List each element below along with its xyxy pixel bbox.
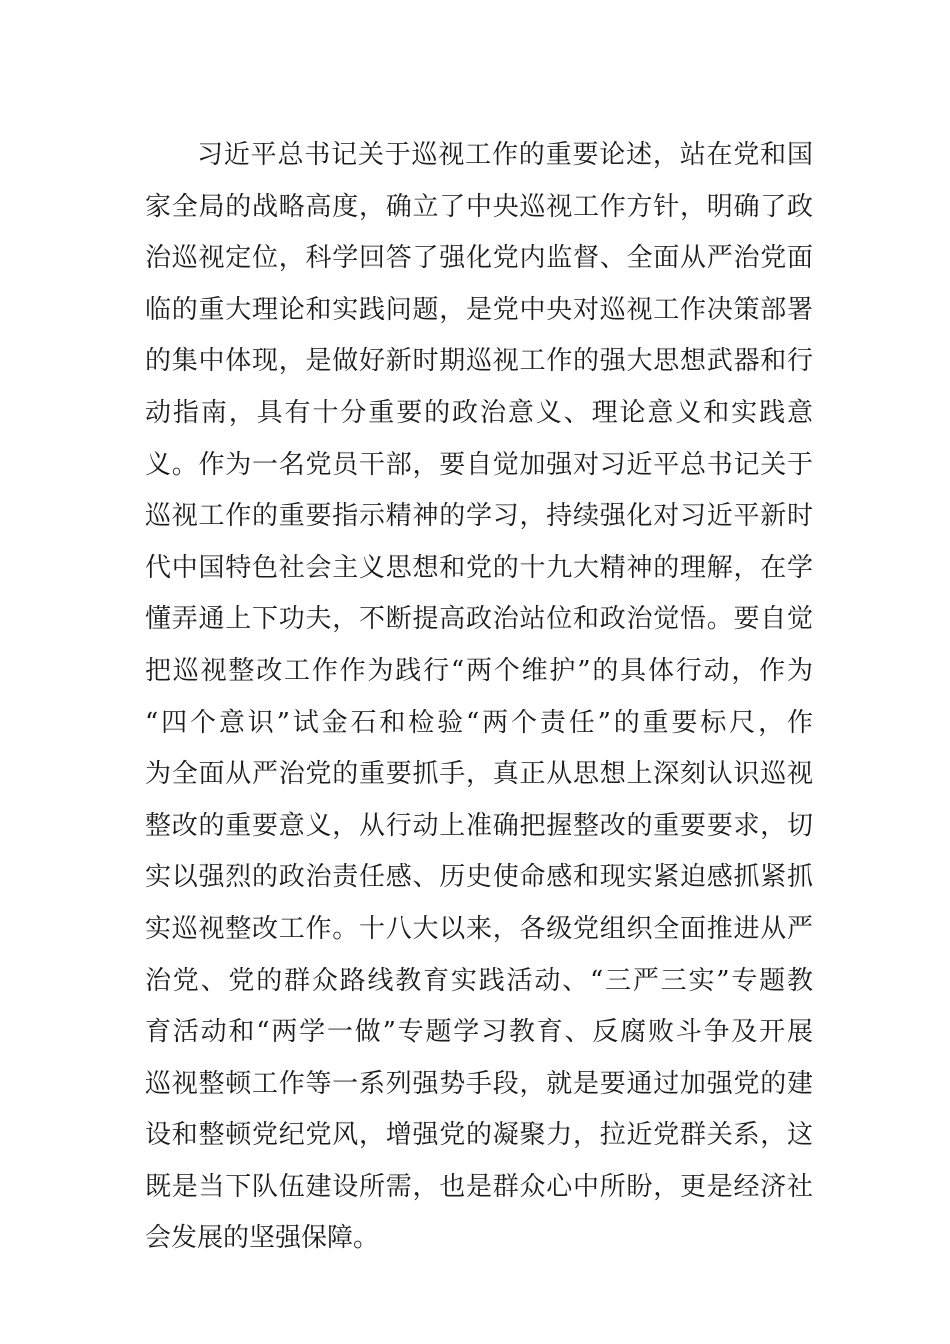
paragraph-line: 义。作为一名党员干部，要自觉加强对习近平总书记关于 [145, 449, 813, 480]
body-paragraph [145, 130, 813, 1265]
paragraph-line: 会发展的坚强保障。 [145, 1223, 380, 1254]
paragraph-line: 懂弄通上下功夫，不断提高政治站位和政治觉悟。要自觉 [145, 604, 813, 635]
paragraph-line: 整改的重要意义，从行动上准确把握整改的重要要求，切 [145, 810, 813, 841]
paragraph-line: 治党、党的群众路线教育实践活动、“三严三实”专题教 [145, 965, 813, 996]
paragraph-line: 为全面从严治党的重要抓手，真正从思想上深刻认识巡视 [145, 759, 813, 790]
paragraph-line: 实巡视整改工作。十八大以来，各级党组织全面推进从严 [145, 913, 813, 944]
paragraph-line: 的集中体现，是做好新时期巡视工作的强大思想武器和行 [145, 346, 813, 377]
paragraph-line: 巡视整顿工作等一系列强势手段，就是要通过加强党的建 [145, 1068, 813, 1099]
paragraph-line: 巡视工作的重要指示精神的学习，持续强化对习近平新时 [145, 501, 813, 532]
paragraph-line: 临的重大理论和实践问题，是党中央对巡视工作决策部署 [145, 294, 813, 325]
paragraph-line: “四个意识”试金石和检验“两个责任”的重要标尺，作 [145, 707, 813, 738]
paragraph-line: 代中国特色社会主义思想和党的十九大精神的理解，在学 [145, 552, 813, 583]
paragraph-line: 实以强烈的政治责任感、历史使命感和现实紧迫感抓紧抓 [145, 862, 813, 893]
paragraph-line: 设和整顿党纪党风，增强党的凝聚力，拉近党群关系，这 [145, 1120, 813, 1151]
paragraph-line: 习近平总书记关于巡视工作的重要论述，站在党和国 [197, 140, 813, 170]
paragraph-line: 既是当下队伍建设所需，也是群众心中所盼，更是经济社 [145, 1171, 813, 1202]
paragraph-line: 把巡视整改工作作为践行“两个维护”的具体行动，作为 [145, 655, 813, 686]
paragraph-line: 治巡视定位，科学回答了强化党内监督、全面从严治党面 [145, 243, 813, 274]
paragraph-line: 动指南，具有十分重要的政治意义、理论意义和实践意 [145, 397, 813, 428]
paragraph-line: 家全局的战略高度，确立了中央巡视工作方针，明确了政 [145, 191, 813, 222]
paragraph-line: 育活动和“两学一做”专题学习教育、反腐败斗争及开展 [145, 1017, 813, 1048]
